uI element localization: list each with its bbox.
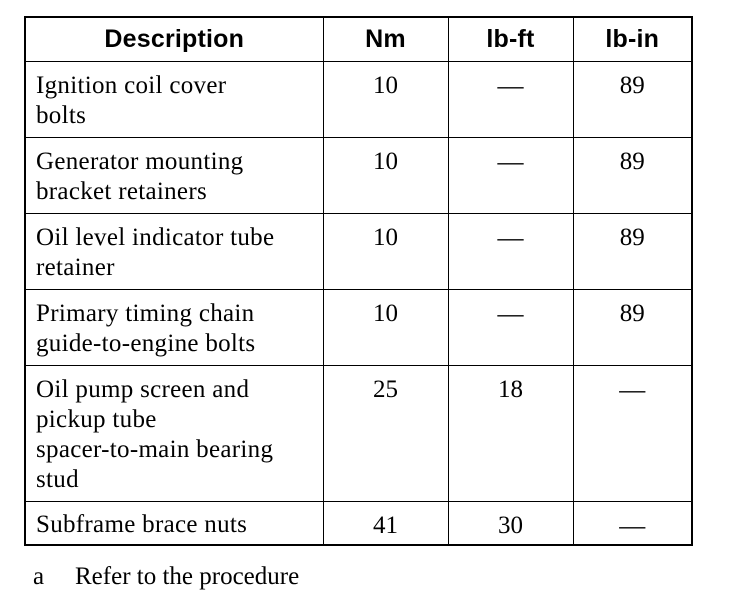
- description-line: pickup tube: [36, 406, 157, 433]
- nm-cell: 10: [323, 214, 448, 290]
- lb-ft-cell: 18: [448, 366, 573, 502]
- table-row: [25, 502, 692, 546]
- table-row: [25, 290, 692, 366]
- description-cell: [25, 366, 323, 502]
- nm-cell: 10: [323, 290, 448, 366]
- description-line: Generator mounting: [36, 148, 244, 175]
- description-cell: [25, 62, 323, 138]
- description-line: Oil level indicator tube: [36, 224, 275, 251]
- description-cell: [25, 214, 323, 290]
- header-lb-ft: lb-ft: [448, 17, 573, 62]
- nm-cell: 10: [323, 62, 448, 138]
- torque-specification-table: [24, 16, 693, 546]
- lb-in-cell: 89: [573, 62, 692, 138]
- lb-ft-cell: 30: [448, 502, 573, 546]
- header-description: Description: [25, 17, 323, 62]
- lb-in-cell: —: [573, 502, 692, 546]
- description-cell: [25, 290, 323, 366]
- lb-in-cell: 89: [573, 138, 692, 214]
- table-footnote: [33, 562, 299, 592]
- nm-cell: 25: [323, 366, 448, 502]
- footnote-text: Refer to the procedure: [75, 563, 300, 590]
- lb-ft-cell: —: [448, 62, 573, 138]
- description-line: Primary timing chain: [36, 300, 255, 327]
- description-cell: [25, 138, 323, 214]
- lb-in-cell: —: [573, 366, 692, 502]
- table-row: [25, 366, 692, 502]
- header-lb-in: lb-in: [573, 17, 692, 62]
- lb-ft-cell: —: [448, 214, 573, 290]
- header-nm: Nm: [323, 17, 448, 62]
- lb-in-cell: 89: [573, 290, 692, 366]
- description-line: spacer-to-main bearing: [36, 436, 274, 463]
- description-line: retainer: [36, 254, 115, 281]
- table-row: [25, 138, 692, 214]
- table-header-row: [25, 17, 692, 62]
- footnote-marker: a: [33, 563, 45, 590]
- lb-in-cell: 89: [573, 214, 692, 290]
- description-line: Oil pump screen and: [36, 376, 250, 403]
- description-line: stud: [36, 466, 79, 493]
- description-line: bolts: [36, 102, 87, 129]
- table-row: [25, 62, 692, 138]
- description-line: bracket retainers: [36, 178, 207, 205]
- nm-cell: 41: [323, 502, 448, 546]
- nm-cell: 10: [323, 138, 448, 214]
- lb-ft-cell: —: [448, 290, 573, 366]
- table-row: [25, 214, 692, 290]
- lb-ft-cell: —: [448, 138, 573, 214]
- description-line: Subframe brace nuts: [36, 511, 248, 538]
- description-cell: [25, 502, 323, 546]
- description-line: Ignition coil cover: [36, 72, 227, 99]
- description-line: guide-to-engine bolts: [36, 330, 256, 357]
